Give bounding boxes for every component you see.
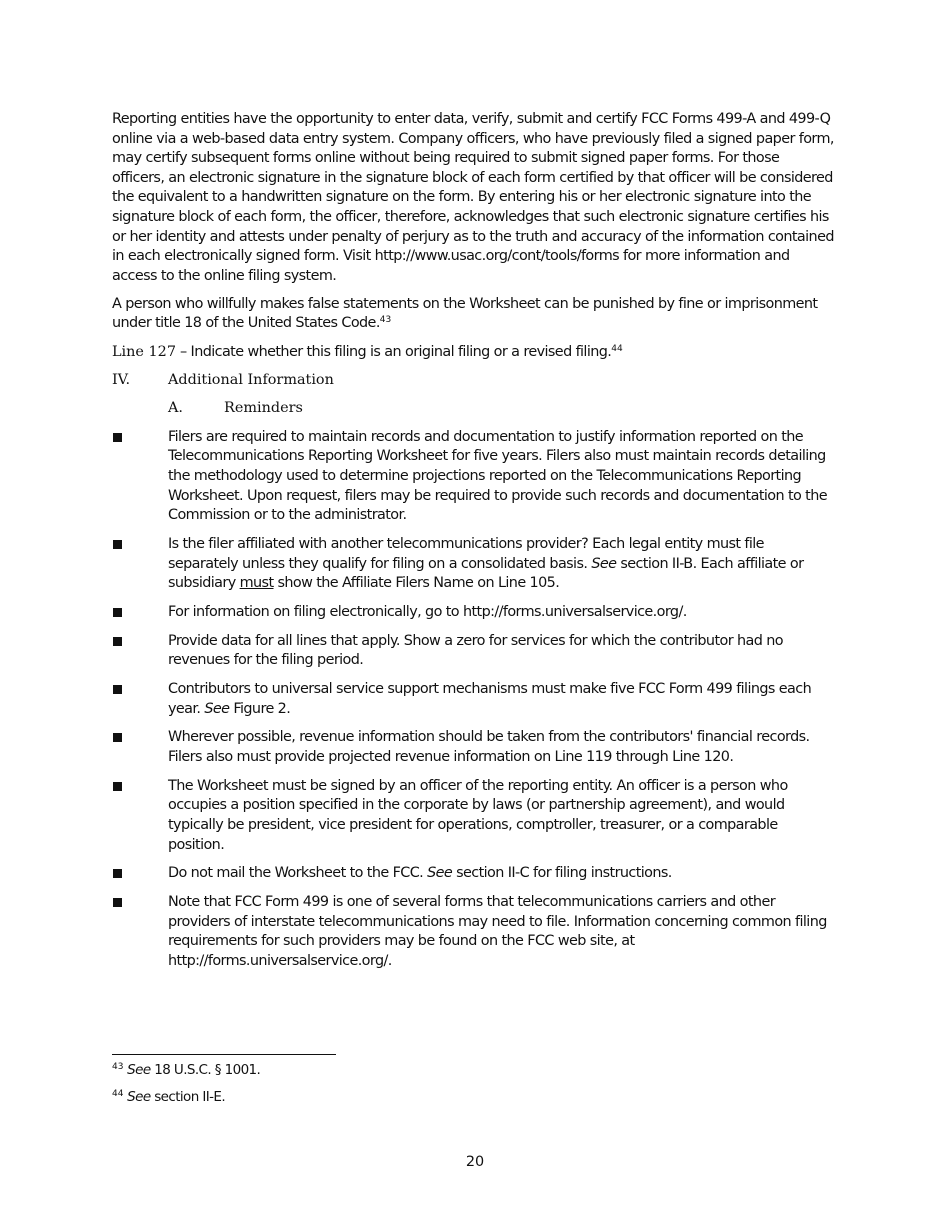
- list-item: [112, 603, 834, 623]
- subsection-title: Reminders: [224, 400, 303, 417]
- footnote-text: 18 U.S.C. § 1001.: [150, 1062, 261, 1078]
- footnote-number: 44: [112, 1089, 124, 1099]
- footnote-number: 43: [112, 1062, 124, 1072]
- subsection-heading: [168, 399, 834, 419]
- see-signal: See: [591, 555, 617, 572]
- line-127-label: Line 127: [112, 343, 176, 360]
- list-item: [112, 535, 834, 594]
- reminder-text: [168, 864, 834, 884]
- list-item: [112, 728, 834, 767]
- reminder-text: Note that FCC Form 499 is one of several forms that telecommunications carriers and other providers of interstate telecommunications may need to file. Information concerning common filing requirements for such providers may be found on the FCC web site, at http://forms.universalservice.org/.: [168, 894, 827, 969]
- list-item: [112, 893, 834, 971]
- reminder-text: Wherever possible, revenue information should be taken from the contributors' financial records. Filers also must provide projected revenue information on Line 119 through Line 120.: [168, 729, 810, 766]
- reminder-text: Provide data for all lines that apply. Show a zero for services for which the contributor had no revenues for the filing period.: [168, 632, 783, 669]
- footnote-divider: [112, 1054, 336, 1055]
- see-signal: See: [127, 1089, 151, 1105]
- penalty-paragraph: [112, 295, 834, 334]
- reminder-text-part: show the Affiliate Filers Name on Line 105.: [273, 575, 560, 592]
- section-number: IV.: [112, 371, 131, 388]
- footnote-ref-44: 44: [611, 343, 623, 354]
- footnote-44: [112, 1088, 834, 1106]
- list-item: [112, 428, 834, 526]
- square-bullet-icon: [112, 893, 168, 971]
- square-bullet-icon: [112, 864, 168, 884]
- footnote-text: section II-E.: [150, 1089, 226, 1105]
- list-item: [112, 864, 834, 884]
- reminders-list: [112, 428, 834, 972]
- page-number: 20: [465, 1154, 485, 1170]
- square-bullet-icon: [112, 632, 168, 671]
- reminder-text: The Worksheet must be signed by an officer of the reporting entity. An officer is a person who occupies a position specified in the corporate by laws (or partnership agreement), and would typically be president, vice president for operations, comptroller, treasurer, or a comparable position.: [168, 777, 788, 853]
- reminder-text-part: section II-B. Each affiliate or subsidiary: [168, 555, 804, 592]
- reminder-text: Filers are required to maintain records and documentation to justify information reported on the Telecommunications Reporting Worksheet for five years. Filers also must maintain records detailing the methodology used to determine projections reported on the Telecommunications Reporting Worksheet. Upon request, filers may be required to provide such records and documentation to the Commission or to the administrator.: [168, 428, 827, 524]
- section-heading: [112, 371, 834, 391]
- section-title: Additional Information: [168, 371, 334, 388]
- line-127-paragraph: [112, 343, 834, 363]
- see-signal: See: [204, 700, 230, 717]
- line-127-text: – Indicate whether this filing is an original filing or a revised filing.: [176, 343, 612, 360]
- reminder-text-part: Is the filer affiliated with another telecommunications provider? Each legal entity must file separately unless they qualify for filing on a consolidated basis.: [168, 535, 764, 572]
- see-signal: See: [427, 865, 453, 882]
- penalty-text: A person who willfully makes false statements on the Worksheet can be punished by fine or imprisonment under title 18 of the United States Code.: [112, 295, 818, 332]
- square-bullet-icon: [112, 428, 168, 526]
- square-bullet-icon: [112, 680, 168, 719]
- list-item: [112, 777, 834, 855]
- list-item: [112, 680, 834, 719]
- reminder-text-part: Contributors to universal service support mechanisms must make five FCC Form 499 filings each year.: [168, 681, 812, 717]
- square-bullet-icon: [112, 603, 168, 623]
- reminder-text: [168, 680, 834, 719]
- footnote-ref-43: 43: [379, 315, 392, 326]
- document-body: [112, 110, 834, 981]
- emphasis-must: must: [239, 575, 274, 592]
- footnote-43: [112, 1061, 834, 1079]
- reminder-text-part: section II-C for filing instructions.: [452, 865, 672, 882]
- see-signal: See: [127, 1062, 151, 1078]
- square-bullet-icon: [112, 777, 168, 855]
- reminder-text: [168, 535, 834, 594]
- list-item: [112, 632, 834, 671]
- square-bullet-icon: [112, 728, 168, 767]
- intro-paragraph: Reporting entities have the opportunity to enter data, verify, submit and certify FCC Forms 499-A and 499-Q online via a web-based data entry system. Company officers, who have previously filed a signed paper form, may certify subsequent forms online without being required to submit signed paper forms. For those officers, an electronic signature in the signature block of each form certified by that officer will be considered the equivalent to a handwritten signature on the form. By entering his or her electronic signature into the signature block of each form, the officer, therefore, acknowledges that such electronic signature certifies his or her identity and attests under penalty of perjury as to the truth and accuracy of the information contained in each electronically signed form. Visit http://www.usac.org/cont/tools/forms for more information and access to the online filing system.: [112, 111, 834, 284]
- reminder-text-part: Figure 2.: [229, 700, 291, 717]
- square-bullet-icon: [112, 535, 168, 594]
- footnotes: [112, 1061, 834, 1115]
- subsection-letter: A.: [168, 400, 183, 417]
- reminder-text-part: Do not mail the Worksheet to the FCC.: [168, 865, 428, 882]
- reminder-text: For information on filing electronically, go to http://forms.universalservice.org/.: [168, 603, 687, 620]
